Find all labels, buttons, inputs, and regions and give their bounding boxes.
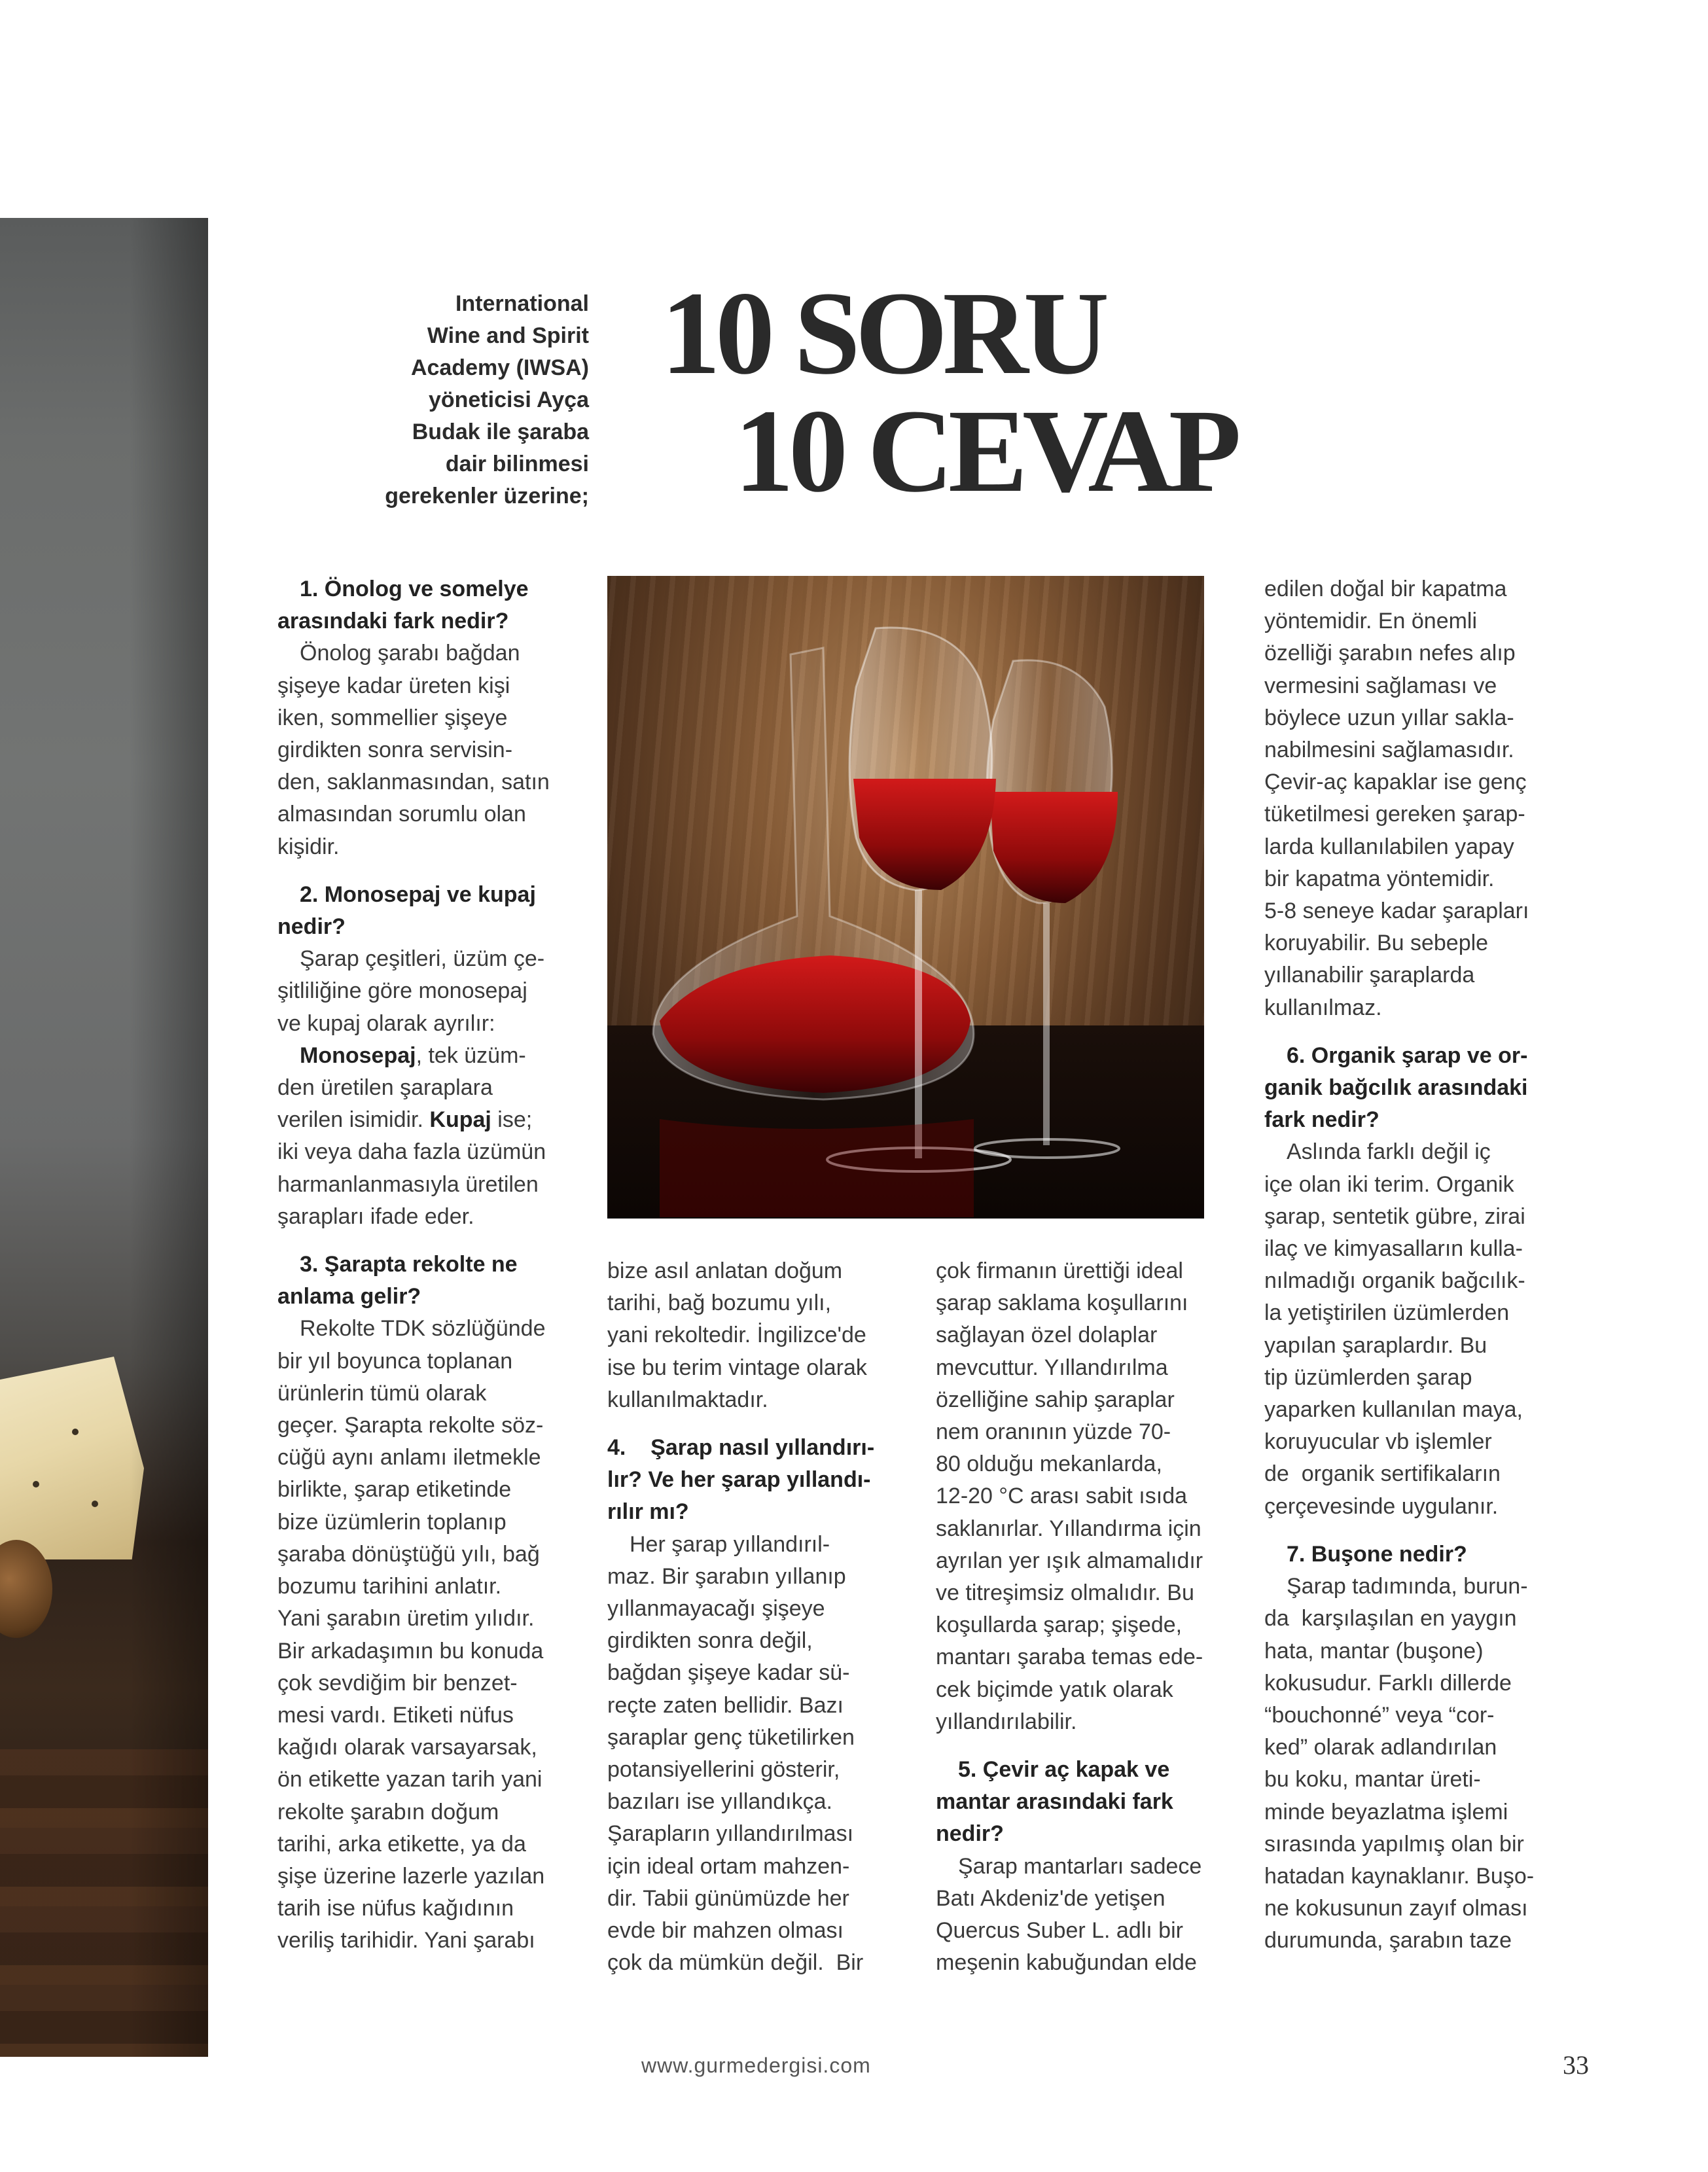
text-line: birlikte, şarap etiketinde (277, 1477, 512, 1503)
text-line: yıllanmayacağı şişeye (607, 1596, 825, 1622)
answer-4 (607, 1529, 895, 1980)
text-line: şaraba dönüştüğü yılı, bağ (277, 1541, 540, 1567)
text-line: fark nedir? (1264, 1107, 1379, 1133)
title-line-2: 10 CEVAP (734, 385, 1236, 517)
text-line: rekolte şarabın doğum (277, 1799, 499, 1825)
text-line: 6. Organik şarap ve or- (1287, 1042, 1528, 1068)
text-line: şarap, sentetik gübre, zirai (1264, 1203, 1525, 1229)
text-line: şitliliğine göre monosepaj (277, 978, 527, 1004)
text-line: Şarap tadımında, burun- (1287, 1574, 1528, 1599)
text-line: yaparken kullanılan maya, (1264, 1397, 1523, 1423)
text-line: 5. Çevir aç kapak ve (958, 1757, 1170, 1783)
text-line: 12-20 °C arası sabit ısıda (936, 1484, 1188, 1509)
answer-6 (1264, 1136, 1565, 1522)
text-line: ürünlerin tümü olarak (277, 1380, 487, 1406)
footer-url[interactable]: www.gurmedergisi.com (641, 2054, 871, 2077)
text-line: Şarap mantarları sadece (958, 1853, 1202, 1879)
text-line: minde beyazlatma işlemi (1264, 1799, 1508, 1825)
text-line: almasından sorumlu olan (277, 802, 526, 827)
text-line: yöneticisi Ayça (428, 387, 589, 412)
text-line: dair bilinmesi (445, 452, 589, 476)
text-line: saklanırlar. Yıllandırma için (936, 1516, 1201, 1541)
question-6 (1264, 1040, 1565, 1137)
question-4 (607, 1432, 895, 1529)
text-line: kullanılmaz. (1264, 995, 1382, 1020)
cheese-image (0, 1357, 144, 1559)
answer-1 (277, 637, 578, 863)
text-line: maz. Bir şarabın yıllanıp (607, 1563, 846, 1589)
side-photo (0, 218, 208, 2057)
text-line: bize üzümlerin toplanıp (277, 1509, 507, 1535)
text-line: yıllandırılabilir. (936, 1709, 1077, 1734)
text-line: ise bu terim vintage olarak (607, 1355, 867, 1380)
answer-4-continued (936, 1255, 1224, 1738)
text-line: bazıları ise yıllandıkça. (607, 1789, 832, 1815)
text-line: 3. Şarapta rekolte ne (300, 1252, 518, 1277)
text-line: bir yıl boyunca toplanan (277, 1348, 513, 1374)
text-line: Batı Akdeniz'de yetişen (936, 1885, 1165, 1911)
text-line: mantar arasındaki fark (936, 1789, 1173, 1815)
text-line: hata, mantar (buşone) (1264, 1638, 1484, 1664)
text-line: 1. Önolog ve somelye (300, 577, 529, 601)
text-line: böylece uzun yıllar sakla- (1264, 705, 1514, 730)
text-line: mesi vardı. Etiketi nüfus (277, 1702, 514, 1728)
text-line: 2. Monosepaj ve kupaj (300, 881, 536, 907)
text-line: iki veya daha fazla üzümün (277, 1139, 546, 1165)
text-line: de organik sertifikaların (1264, 1461, 1501, 1487)
text-line: çok firmanın ürettiği ideal (936, 1258, 1183, 1283)
text-line: “bouchonné” veya “cor- (1264, 1702, 1495, 1728)
text-line: tarih ise nüfus kağıdının (277, 1896, 514, 1921)
text-line: den, saklanmasından, satın (277, 770, 550, 795)
page-number: 33 (1563, 2050, 1589, 2080)
text-line: edilen doğal bir kapatma (1264, 577, 1507, 601)
text-line: ne kokusunun zayıf olması (1264, 1896, 1528, 1921)
question-7 (1264, 1539, 1565, 1571)
text-line: geçer. Şarapta rekolte söz- (277, 1413, 544, 1438)
text-line: Rekolte TDK sözlüğünde (300, 1316, 546, 1342)
text-line: Budak ile şaraba (412, 419, 589, 444)
text-line: yöntemidir. En önemli (1264, 609, 1478, 634)
text-line: özelliği şarabın nefes alıp (1264, 641, 1516, 666)
text-line: şaraplar genç tüketilirken (607, 1724, 855, 1750)
text-line: dir. Tabii günümüzde her (607, 1885, 849, 1911)
text-line: nedir? (277, 914, 346, 940)
text-line: için ideal ortam mahzen- (607, 1853, 850, 1879)
question-2 (277, 879, 578, 943)
text-line: koruyabilir. Bu sebeple (1264, 931, 1489, 956)
text-line: şişeye kadar üreten kişi (277, 673, 510, 698)
text-line: arasındaki fark nedir? (277, 609, 509, 634)
text-line: tüketilmesi gereken şarap- (1264, 802, 1525, 827)
text-line: anlama gelir? (277, 1284, 421, 1309)
text-line: kişidir. (277, 834, 340, 859)
text-line: Bir arkadaşımın bu konuda (277, 1638, 544, 1664)
wine-glasses-illustration (607, 576, 1204, 1219)
text-line: ön etikette yazan tarih yani (277, 1767, 543, 1792)
text-line: Quercus Suber L. adlı bir (936, 1918, 1183, 1944)
text-line: sırasında yapılmış olan bir (1264, 1831, 1524, 1857)
text-line: harmanlanmasıyla üretilen (277, 1171, 539, 1197)
column-1 (277, 573, 578, 1957)
text-line: Önolog şarabı bağdan (300, 641, 520, 666)
text-line: şarap saklama koşullarını (936, 1291, 1188, 1316)
page-title (661, 268, 1236, 517)
text-line: girdikten sonra servisin- (277, 738, 513, 763)
text-line: nabilmesini sağlamasıdır. (1264, 738, 1514, 763)
question-5 (936, 1754, 1224, 1851)
answer-5-continued (1264, 573, 1565, 1024)
text-line: içe olan iki terim. Organik (1264, 1171, 1514, 1197)
column-4 (1264, 573, 1565, 1957)
text-line: 7. Buşone nedir? (1287, 1541, 1467, 1567)
term-monosepaj: Monosepaj (300, 1042, 416, 1068)
text-line: Şarapların yıllandırılması (607, 1821, 854, 1847)
answer-5 (936, 1851, 1224, 1980)
text-line: nılmadığı organik bağcılık- (1264, 1268, 1525, 1294)
text-line: bozumu tarihini anlatır. (277, 1574, 502, 1599)
text-line: bu koku, mantar üreti- (1264, 1767, 1481, 1792)
text-line: özelliğine sahip şaraplar (936, 1387, 1175, 1412)
text-line: evde bir mahzen olması (607, 1918, 844, 1944)
text-line: vermesini sağlaması ve (1264, 673, 1497, 698)
text-line: ilaç ve kimyasalların kulla- (1264, 1236, 1523, 1262)
text-line: 5-8 seneye kadar şarapları (1264, 899, 1529, 924)
text-line: Wine and Spirit (427, 323, 589, 348)
text-line: iken, sommellier şişeye (277, 705, 508, 730)
text-line: Aslında farklı değil iç (1287, 1139, 1491, 1165)
text-line: şişe üzerine lazerle yazılan (277, 1863, 545, 1889)
text-line: veriliş tarihidir. Yani şarabı (277, 1928, 535, 1953)
text-line: rılır mı? (607, 1499, 689, 1525)
term-kupaj: Kupaj (429, 1107, 491, 1133)
text-line: ve kupaj olarak ayrılır: (277, 1010, 495, 1036)
answer-2: Şarap çeşitleri, üzüm çe- şitliliğine göre monosepaj ve kupaj olarak ayrılır: Monosepaj, tek üzüm- den üretilen şaraplara verilen isimidir. Kupaj ise; iki veya daha fazla üzümün harmanlanmasıyla üretilen şarapları ifade eder. (277, 943, 578, 1233)
answer-3-continued (607, 1255, 895, 1416)
text-line: kağıdı olarak varsayarsak, (277, 1735, 537, 1760)
text-line: yapılan şaraplardır. Bu (1264, 1332, 1487, 1358)
text-line: nem oranının yüzde 70- (936, 1419, 1171, 1445)
text-line: tarihi, arka etikette, ya da (277, 1831, 526, 1857)
text-line: ayrılan yer ışık almamalıdır (936, 1548, 1203, 1573)
text-line: bağdan şişeye kadar sü- (607, 1660, 850, 1686)
text-line: lır? Ve her şarap yıllandı- (607, 1467, 871, 1493)
text-line: bir kapatma yöntemidir. (1264, 866, 1495, 891)
title-line-1: 10 SORU (661, 268, 1105, 399)
text-line: potansiyellerini gösterir, (607, 1757, 840, 1783)
text-line: çerçevesinde uygulanır. (1264, 1493, 1499, 1519)
text-line: da karşılaşılan en yaygın (1264, 1606, 1517, 1631)
text-line: yani rekoltedir. İngilizce'de (607, 1323, 866, 1348)
text-line: den üretilen şaraplara (277, 1075, 493, 1101)
text-line: koşullarda şarap; şişede, (936, 1612, 1183, 1638)
text-line: ve titreşimsiz olmalıdır. Bu (936, 1580, 1194, 1606)
text-line: çok da mümkün değil. Bir (607, 1950, 864, 1976)
text-line: koruyucular vb işlemler (1264, 1429, 1492, 1455)
column-2 (607, 1255, 895, 1979)
text-line: tarihi, bağ bozumu yılı, (607, 1291, 832, 1316)
text-line: la yetiştirilen üzümlerden (1264, 1300, 1510, 1326)
text-line: sağlayan özel dolaplar (936, 1323, 1158, 1348)
question-3 (277, 1249, 578, 1313)
text-line: bize asıl anlatan doğum (607, 1258, 843, 1283)
column-3 (936, 1255, 1224, 1979)
text-line: International (455, 291, 589, 316)
text-line: 80 olduğu mekanlarda, (936, 1451, 1162, 1477)
text-line: mevcuttur. Yıllandırılma (936, 1355, 1168, 1380)
text-line: kokusudur. Farklı dillerde (1264, 1670, 1512, 1696)
text-line: Çevir-aç kapaklar ise genç (1264, 770, 1527, 795)
wine-photo (607, 576, 1204, 1219)
text-line: Yani şarabın üretim yılıdır. (277, 1606, 535, 1631)
text-line: nedir? (936, 1821, 1004, 1847)
text-line: hatadan kaynaklanır. Buşo- (1264, 1863, 1535, 1889)
answer-7 (1264, 1571, 1565, 1957)
text-line: tip üzümlerden şarap (1264, 1364, 1472, 1390)
text-line: Academy (IWSA) (410, 355, 589, 380)
text-line: mantarı şaraba temas ede- (936, 1645, 1203, 1670)
text-line: larda kullanılabilen yapay (1264, 834, 1514, 859)
intro-text (314, 288, 589, 512)
text-line: girdikten sonra değil, (607, 1628, 813, 1654)
text-line: cüğü aynı anlamı iletmekle (277, 1445, 541, 1470)
text-line: 4. Şarap nasıl yıllandırı- (607, 1435, 875, 1461)
question-1 (277, 573, 578, 637)
text-line: şarapları ifade eder. (277, 1203, 474, 1229)
text-line: ganik bağcılık arasındaki (1264, 1075, 1528, 1101)
text-line: reçte zaten bellidir. Bazı (607, 1692, 844, 1718)
text-line: ked” olarak adlandırılan (1264, 1735, 1497, 1760)
text-line: Şarap çeşitleri, üzüm çe- (300, 946, 545, 972)
answer-3 (277, 1313, 578, 1957)
text-line: cek biçimde yatık olarak (936, 1677, 1173, 1702)
text-line: meşenin kabuğundan elde (936, 1950, 1197, 1976)
text-line: kullanılmaktadır. (607, 1387, 768, 1412)
text-line: yıllanabilir şaraplarda (1264, 963, 1475, 988)
text-line: çok sevdiğim bir benzet- (277, 1670, 518, 1696)
text-line: durumunda, şarabın taze (1264, 1928, 1512, 1953)
text-line: gerekenler üzerine; (385, 484, 589, 508)
text-line: Her şarap yıllandırıl- (630, 1531, 830, 1557)
